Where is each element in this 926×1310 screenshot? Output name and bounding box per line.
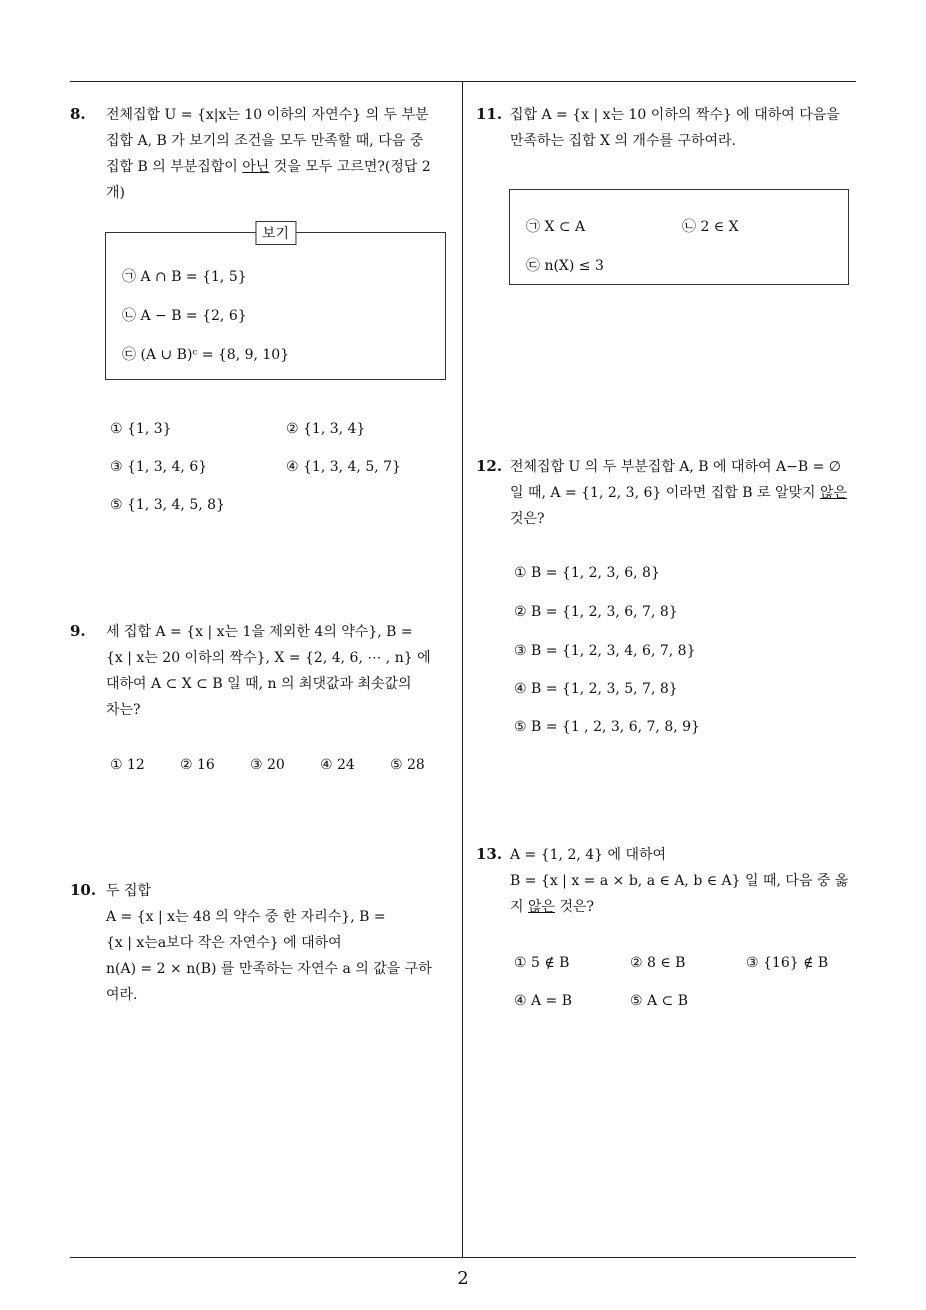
choice-5[interactable]: ⑤ {1, 3, 4, 5, 8} bbox=[110, 497, 225, 513]
text-line bbox=[510, 894, 862, 920]
text-line bbox=[106, 154, 456, 180]
question-text bbox=[510, 102, 860, 154]
text-line: 세 집합 A = {x | x는 1을 제외한 4의 약수}, B = bbox=[106, 624, 413, 640]
column-divider bbox=[462, 82, 463, 1258]
condition-1: ㉠ X ⊂ A bbox=[526, 219, 586, 235]
question-number: 9. bbox=[70, 622, 86, 640]
text-line: 대하여 A ⊂ X ⊂ B 일 때, n 의 최댓값과 최솟값의 bbox=[106, 676, 412, 692]
choice-4[interactable]: ④ B = {1, 2, 3, 5, 7, 8} bbox=[514, 681, 678, 697]
underlined-word: 아닌 bbox=[242, 159, 270, 175]
text-line: 개) bbox=[106, 185, 125, 201]
question-number: 12. bbox=[476, 457, 503, 475]
text-line: 만족하는 집합 X 의 개수를 구하여라. bbox=[510, 133, 737, 149]
text-line: 두 집합 bbox=[106, 883, 152, 899]
page-number: 2 bbox=[457, 1268, 469, 1289]
choice-4[interactable]: ④ 24 bbox=[320, 757, 355, 773]
text-line: 집합 A = {x | x는 10 이하의 짝수} 에 대하여 다음을 bbox=[510, 107, 840, 123]
choice-5[interactable]: ⑤ A ⊂ B bbox=[630, 993, 689, 1009]
text-line: 것은? bbox=[510, 511, 545, 527]
choice-1[interactable]: ① 5 ∉ B bbox=[514, 955, 570, 971]
text-line: {x | x는a보다 작은 자연수} 에 대하여 bbox=[106, 935, 342, 951]
question-text bbox=[510, 842, 862, 920]
choice-2[interactable]: ② B = {1, 2, 3, 6, 7, 8} bbox=[514, 604, 678, 620]
choice-2[interactable]: ② {1, 3, 4} bbox=[286, 421, 366, 437]
choice-3[interactable]: ③ 20 bbox=[250, 757, 285, 773]
choice-1[interactable]: ① 12 bbox=[110, 757, 145, 773]
text-line: B = {x | x = a × b, a ∈ A, b ∈ A} 일 때, 다음 중 옳 bbox=[510, 873, 849, 889]
bottom-rule bbox=[70, 1257, 856, 1258]
text-line: A = {x | x는 48 의 약수 중 한 자리수}, B = bbox=[106, 909, 386, 925]
text-line: 전체집합 U 의 두 부분집합 A, B 에 대하여 A−B = ∅ bbox=[510, 459, 841, 475]
text-segment: 지 bbox=[510, 899, 528, 915]
choice-5[interactable]: ⑤ B = {1 , 2, 3, 6, 7, 8, 9} bbox=[514, 719, 700, 735]
text-line: 전체집합 U = {x|x는 10 이하의 자연수} 의 두 부분 bbox=[106, 107, 429, 123]
text-line: {x | x는 20 이하의 짝수}, X = {2, 4, 6, ⋯ , n} 에 bbox=[106, 650, 431, 666]
condition-3: ㉢ (A ∪ B)ᶜ = {8, 9, 10} bbox=[122, 347, 290, 363]
question-text bbox=[510, 454, 862, 532]
condition-1: ㉠ A ∩ B = {1, 5} bbox=[122, 269, 247, 285]
underlined-word: 않은 bbox=[820, 485, 848, 501]
text-line bbox=[510, 480, 862, 506]
condition-2: ㉡ 2 ∈ X bbox=[682, 219, 739, 235]
text-segment: 것을 모두 고르면?(정답 2 bbox=[269, 159, 431, 175]
text-segment: 집합 B 의 부분집합이 bbox=[106, 159, 243, 175]
text-line: 여라. bbox=[106, 987, 138, 1003]
question-number: 10. bbox=[70, 881, 97, 899]
question-text bbox=[106, 878, 456, 1008]
text-segment: 것은? bbox=[555, 899, 595, 915]
choice-3[interactable]: ③ {16} ∉ B bbox=[746, 955, 829, 971]
choice-2[interactable]: ② 8 ∈ B bbox=[630, 955, 686, 971]
question-text bbox=[106, 102, 456, 206]
condition-2: ㉡ A − B = {2, 6} bbox=[122, 308, 247, 324]
text-segment: 일 때, A = {1, 2, 3, 6} 이라면 집합 B 로 알맞지 bbox=[510, 485, 820, 501]
choice-1[interactable]: ① B = {1, 2, 3, 6, 8} bbox=[514, 565, 660, 581]
condition-box bbox=[105, 226, 446, 380]
text-line: n(A) = 2 × n(B) 를 만족하는 자연수 a 의 값을 구하 bbox=[106, 961, 432, 977]
condition-box bbox=[509, 189, 849, 285]
underlined-word: 않은 bbox=[527, 899, 556, 915]
choice-4[interactable]: ④ A = B bbox=[514, 993, 573, 1009]
question-text bbox=[106, 619, 456, 723]
question-number: 11. bbox=[476, 105, 503, 123]
choice-2[interactable]: ② 16 bbox=[180, 757, 215, 773]
choice-3[interactable]: ③ B = {1, 2, 3, 4, 6, 7, 8} bbox=[514, 643, 696, 659]
condition-3: ㉢ n(X) ≤ 3 bbox=[526, 258, 604, 274]
box-title: 보기 bbox=[255, 221, 296, 245]
text-line: 집합 A, B 가 보기의 조건을 모두 만족할 때, 다음 중 bbox=[106, 133, 424, 149]
text-line: A = {1, 2, 4} 에 대하여 bbox=[510, 847, 667, 863]
choice-1[interactable]: ① {1, 3} bbox=[110, 421, 172, 437]
choice-3[interactable]: ③ {1, 3, 4, 6} bbox=[110, 459, 208, 475]
choice-5[interactable]: ⑤ 28 bbox=[390, 757, 425, 773]
question-number: 8. bbox=[70, 105, 86, 123]
question-number: 13. bbox=[476, 845, 503, 863]
text-line: 차는? bbox=[106, 702, 141, 718]
top-rule bbox=[70, 81, 856, 82]
choice-4[interactable]: ④ {1, 3, 4, 5, 7} bbox=[286, 459, 401, 475]
